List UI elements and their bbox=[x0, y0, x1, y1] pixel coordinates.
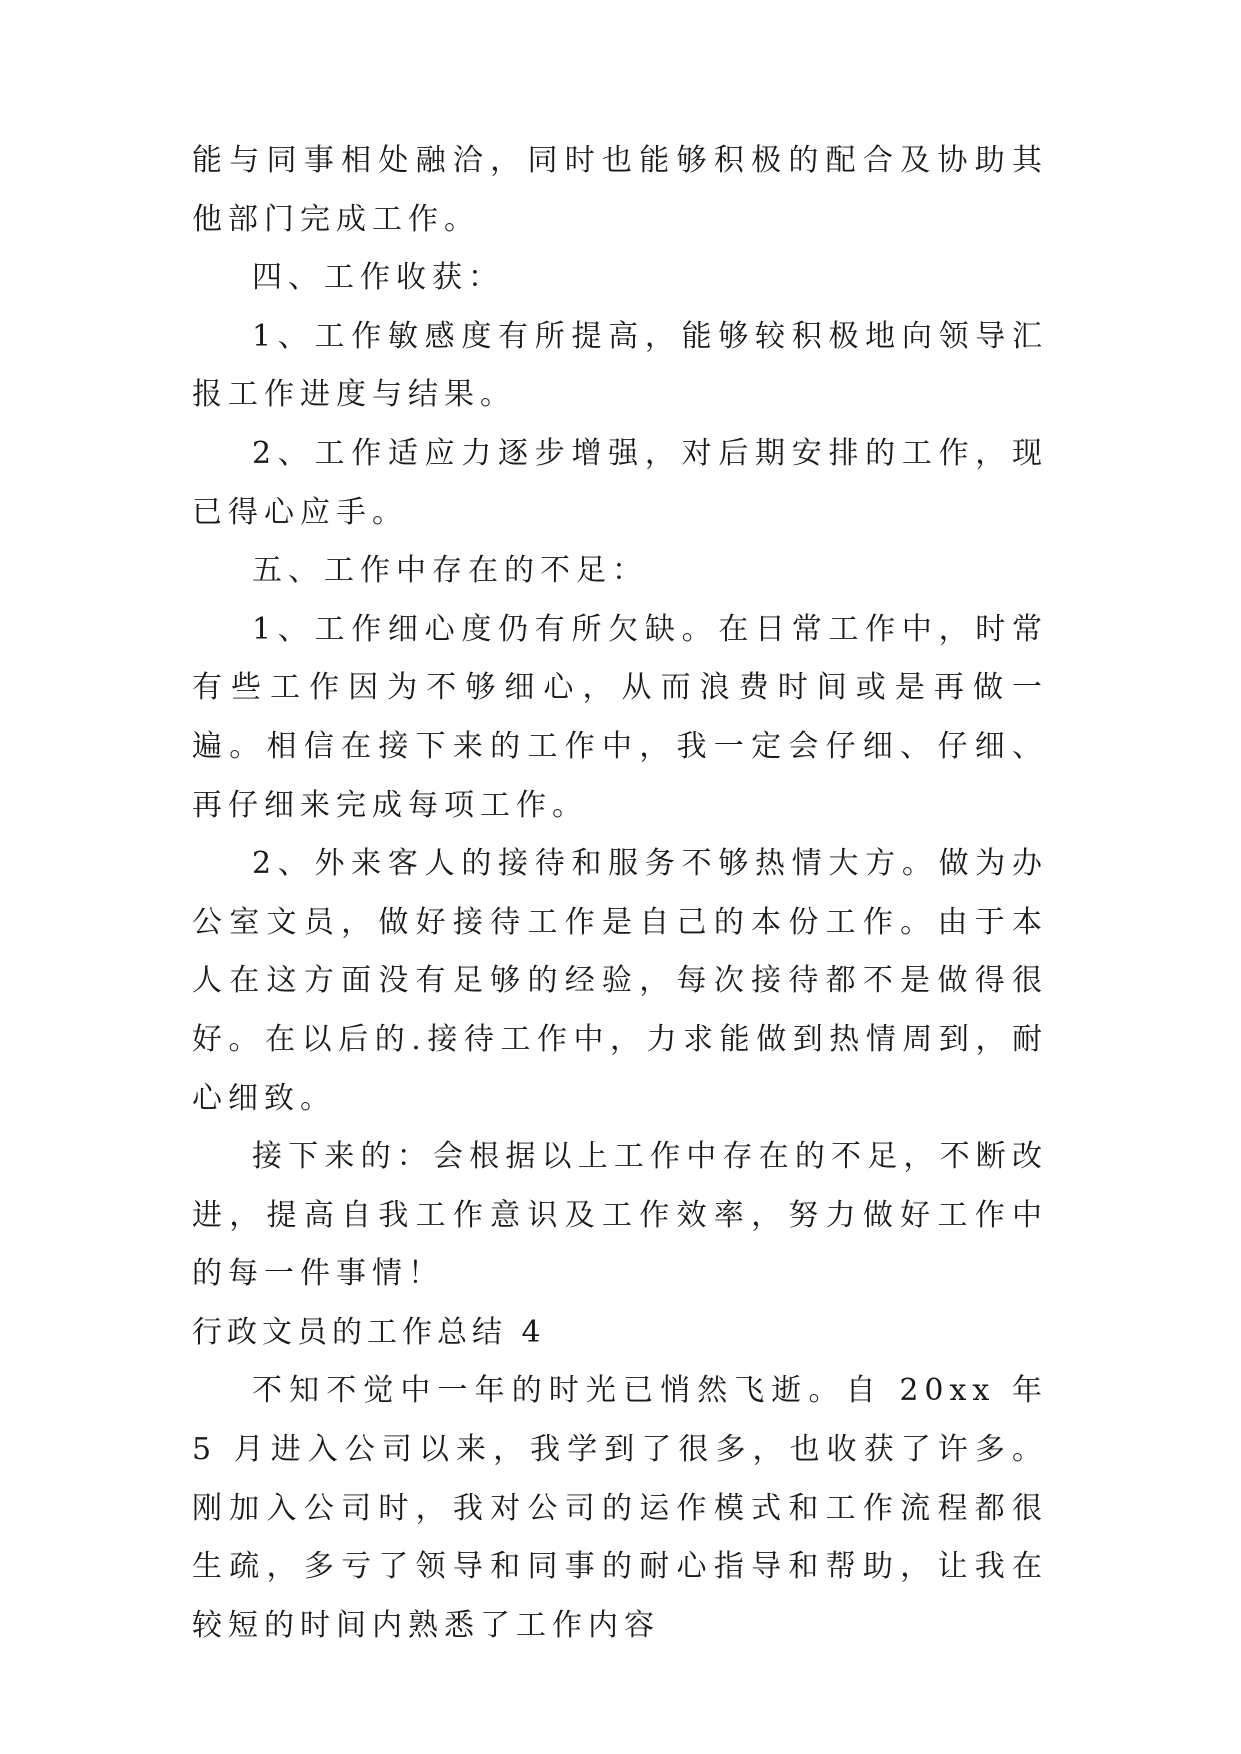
document-body bbox=[192, 132, 1048, 1655]
heading-work-gains: 四、工作收获： bbox=[252, 260, 504, 296]
paragraph-shortcoming-2: 2、外来客人的接待和服务不够热情大方。做为办公室文员，做好接待工作是自己的本份工作。由于本人在这方面没有足够的经验，每次接待都不是做得很好。在以后的.接待工作中，力求能做到热情周到，耐心细致。 bbox=[192, 846, 1048, 1116]
paragraph-summary-intro: 不知不觉中一年的时光已悄然飞逝。自 20xx 年 5 月进入公司以来，我学到了很多，也收获了许多。刚加入公司时，我对公司的运作模式和工作流程都很生疏，多亏了领导和同事的耐心指导和帮助，让我在较短的时间内熟悉了工作内容 bbox=[192, 1373, 1048, 1643]
paragraph-shortcoming-1: 1、工作细心度仍有所欠缺。在日常工作中，时常有些工作因为不够细心，从而浪费时间或是再做一遍。相信在接下来的工作中，我一定会仔细、仔细、再仔细来完成每项工作。 bbox=[192, 611, 1048, 823]
paragraph-next-steps: 接下来的：会根据以上工作中存在的不足，不断改进，提高自我工作意识及工作效率，努力做好工作中的每一件事情！ bbox=[192, 1139, 1048, 1292]
paragraph-cooperation: 能与同事相处融洽，同时也能够积极的配合及协助其他部门完成工作。 bbox=[192, 143, 1048, 237]
heading-shortcomings: 五、工作中存在的不足： bbox=[252, 553, 648, 589]
section-heading: 行政文员的工作总结 4 bbox=[192, 1314, 546, 1350]
paragraph-gain-2: 2、工作适应力逐步增强，对后期安排的工作，现已得心应手。 bbox=[192, 435, 1048, 530]
paragraph-gain-1: 1、工作敏感度有所提高，能够较积极地向领导汇报工作进度与结果。 bbox=[192, 318, 1048, 413]
